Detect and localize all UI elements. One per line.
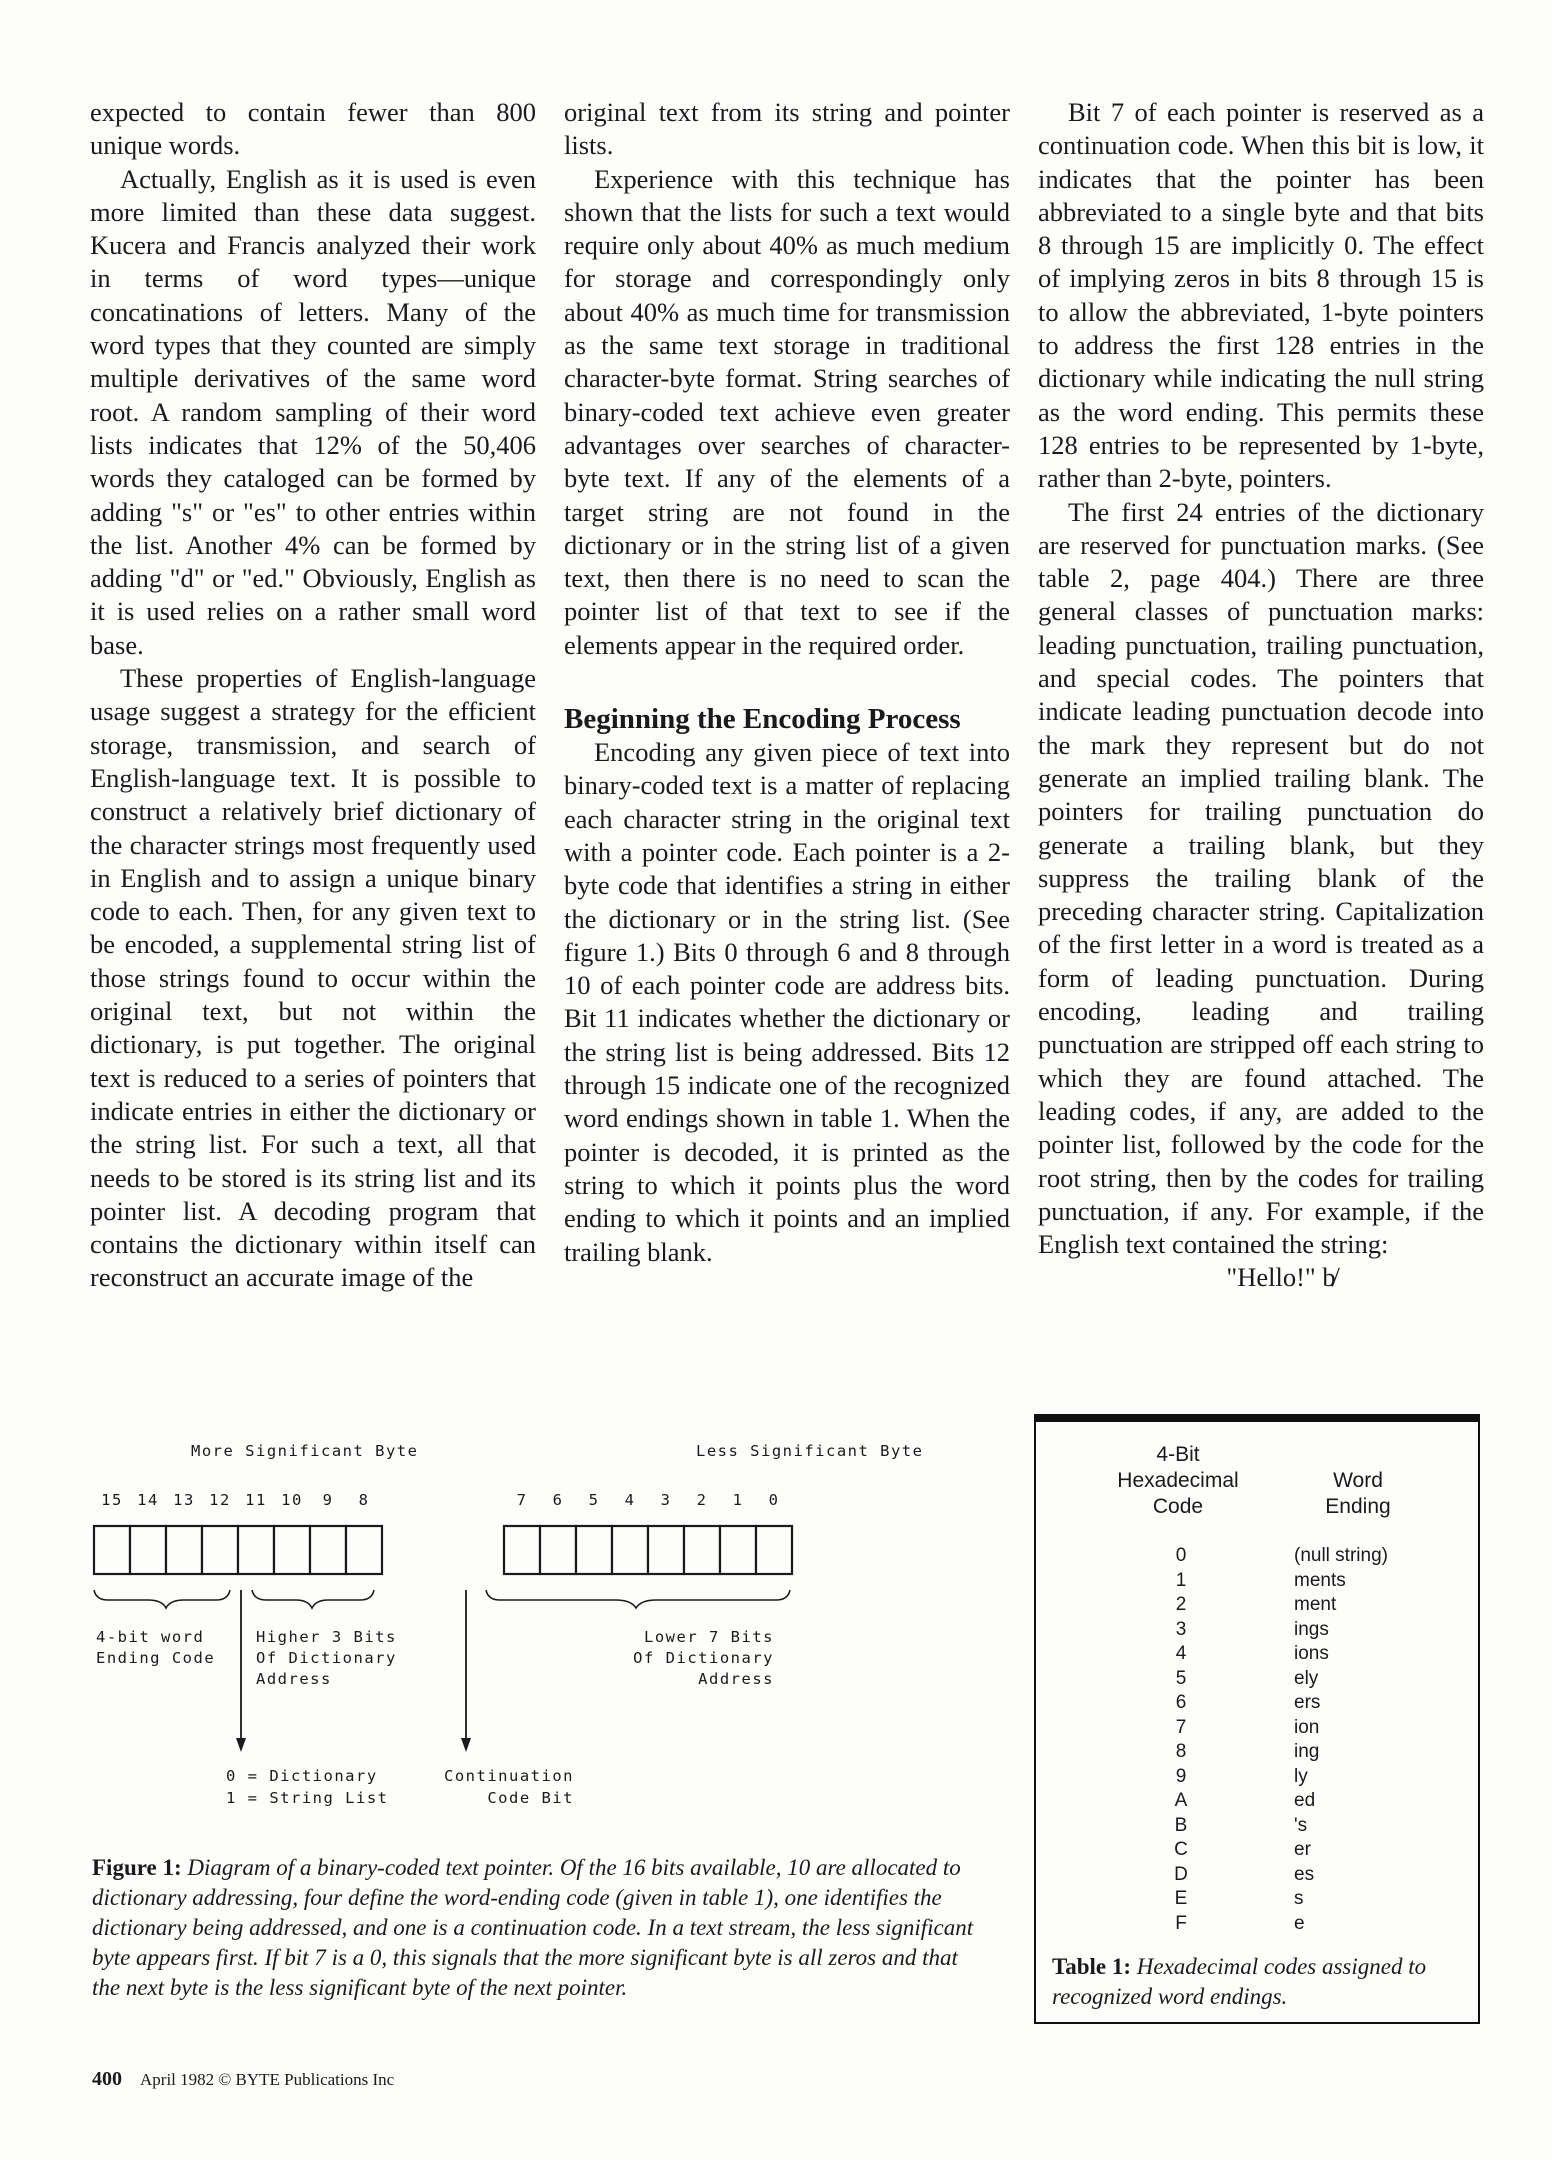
ending-brace: [94, 1590, 230, 1608]
column-2: [564, 96, 1010, 1269]
word-ending: s: [1294, 1888, 1304, 1909]
msb-bit-number: 8: [358, 1491, 370, 1509]
section-heading: Beginning the Encoding Process: [564, 703, 961, 736]
hex-code: C: [1174, 1839, 1188, 1860]
higher-label-1: Higher 3 Bits: [256, 1628, 397, 1646]
lsb-bit-number: 7: [516, 1491, 528, 1509]
paragraph: Bit 7 of each pointer is reserved as a continuation code. When this bit is low, it indicates that the pointer has been abbreviated to a single byte and that bits 8 through 15 are implicitly 0. The effect of implying zeros in bits 8 through 15 is to allow the abbreviated, 1-byte pointers to address the first 128 entries in the dictionary while indicating the null string as the word ending. This permits these 128 entries to be represented by 1-byte, rather than 2-byte, pointers.: [1038, 97, 1484, 494]
lsb-bit-number: 4: [624, 1491, 636, 1509]
msb-bit-number: 10: [281, 1491, 303, 1509]
lsb-bit-cell: [612, 1526, 648, 1574]
msb-bit-number: 12: [209, 1491, 231, 1509]
ending-label-1: 4-bit word: [96, 1628, 205, 1646]
ending-label-2: Ending Code: [96, 1649, 216, 1667]
lower-label-3: Address: [698, 1670, 774, 1688]
msb-bit-cell: [130, 1526, 166, 1574]
lsb-bit-number: 3: [660, 1491, 672, 1509]
table-caption-title: Table 1:: [1052, 1954, 1132, 1979]
msb-bit-cell: [202, 1526, 238, 1574]
header-line: Ending: [1325, 1495, 1391, 1518]
word-ending: er: [1294, 1839, 1311, 1860]
word-ending: ion: [1294, 1716, 1320, 1738]
word-ending: e: [1294, 1912, 1305, 1934]
lsb-label: Less Significant Byte: [696, 1442, 924, 1460]
lsb-bit-cell: [684, 1526, 720, 1574]
word-ending: es: [1294, 1863, 1315, 1885]
column-1: [90, 96, 536, 1295]
figure-caption: [92, 1853, 976, 2003]
hex-code: 6: [1175, 1692, 1187, 1713]
figure-caption-title: Figure 1:: [92, 1855, 182, 1880]
lsb-bit-cell: [540, 1526, 576, 1574]
arrow-head-icon: [461, 1738, 471, 1752]
page-footer: [92, 2068, 394, 2091]
msb-bit-cell: [94, 1526, 130, 1574]
lsb-bit-cell: [720, 1526, 756, 1574]
word-ending: ly: [1294, 1765, 1308, 1787]
hex-code: 7: [1175, 1716, 1187, 1738]
word-ending: ers: [1294, 1692, 1321, 1713]
lsb-bit-numbers: [517, 1491, 780, 1509]
paragraph: The first 24 entries of the dictionary are reserved for punctuation marks. (See table 2, page 404.) There are three general classes of punctuation marks: leading punctuation, trailing punctuation, and special codes. The pointers that indicate leading punctuation decode into the mark they represent but do not generate an implied trailing blank. The pointers for trailing punctuation do generate a trailing blank, but they suppress the trailing blank of the preceding character string. Capitalization of the first letter in a word is treated as a form of leading punctuation. During encoding, leading and trailing punctuation are stripped off each string to which they are found attached. The leading codes, if any, are added to the pointer list, followed by the code for the root string, then by the codes for trailing punctuation, if any. For example, if the English text contained the string:: [1038, 496, 1484, 1260]
word-ending: ings: [1294, 1618, 1329, 1640]
lsb-bit-number: 2: [696, 1491, 708, 1509]
msb-byte-cells: [94, 1526, 382, 1574]
ending-column: [1294, 1544, 1464, 1936]
lsb-bit-cell: [648, 1526, 684, 1574]
paragraph: Encoding any given piece of text into binary-coded text is a matter of replacing each character string in the original text with a pointer code. Each pointer is a 2-byte code that identifies a string in either the dictionary or in the string list. (See figure 1.) Bits 0 through 6 and 8 through 10 of each pointer code are address bits. Bit 11 indicates whether the dictionary or the string list is being addressed. Bits 12 through 15 indicate one of the recognized word endings shown in table 1. When the pointer is decoded, it is printed as the string to which it points plus the word ending to which it points and an implied trailing blank.: [564, 737, 1010, 1267]
lsb-bit-cell: [504, 1526, 540, 1574]
paragraph: expected to contain fewer than 800 unique words.: [90, 97, 536, 161]
column-3: [1038, 96, 1484, 1295]
hex-code: D: [1174, 1863, 1188, 1885]
hex-code: 9: [1175, 1765, 1187, 1787]
table-header-word-ending: [1288, 1468, 1428, 1520]
higher-label-3: Address: [256, 1670, 332, 1688]
cont-label-2: Code Bit: [487, 1789, 574, 1807]
word-ending: ely: [1294, 1667, 1319, 1689]
footer-credit: April 1982 © BYTE Publications Inc: [140, 2070, 395, 2089]
hex-code: 0: [1175, 1545, 1187, 1566]
header-line: Hexadecimal: [1117, 1469, 1239, 1492]
word-ending: ments: [1294, 1569, 1346, 1591]
figure-caption-text: Diagram of a binary-coded text pointer. Of the 16 bits available, 10 are allocated to dictionary addressing, four define the word-ending code (given in table 1), one identifies the dictionary being addressed, and one is a continuation code. In a text stream, the less significant byte appears first. If bit 7 is a 0, this signals that the more significant byte is all zeros and that the next byte is the less significant byte of the next pointer.: [92, 1855, 974, 2000]
lsb-bit-cell: [756, 1526, 792, 1574]
word-ending: (null string): [1294, 1545, 1388, 1566]
hex-code: E: [1174, 1888, 1188, 1909]
paragraph: These properties of English-language usage suggest a strategy for the efficient storage, transmission, and search of English-language text. It is possible to construct a relatively brief dictionary of the character strings most frequently used in English and to assign a unique binary code to each. Then, for any given text to be encoded, a supplemental string list of those strings found to occur within the original text, but not within the dictionary, is put together. The original text is reduced to a series of pointers that indicate entries in either the dictionary or the string list. For such a text, all that needs to be stored is its string list and its pointer list. A decoding program that contains the dictionary within itself can reconstruct an accurate image of the: [90, 663, 536, 1293]
msb-bit-number: 9: [322, 1491, 334, 1509]
msb-bit-cell: [274, 1526, 310, 1574]
lsb-byte-cells: [504, 1526, 792, 1574]
header-line: Word: [1333, 1469, 1383, 1492]
msb-bit-cell: [310, 1526, 346, 1574]
cont-label-1: Continuation: [444, 1767, 574, 1785]
hex-code: 4: [1175, 1643, 1187, 1664]
lsb-bit-number: 5: [588, 1491, 600, 1509]
msb-label: More Significant Byte: [191, 1442, 419, 1460]
higher-bits-brace: [252, 1590, 374, 1608]
lower-label-1: Lower 7 Bits: [644, 1628, 774, 1646]
table-caption-text: Hexadecimal codes assigned to recognized word endings.: [1052, 1954, 1427, 2009]
header-line: 4-Bit: [1156, 1443, 1200, 1466]
page-number: 400: [92, 2068, 122, 2090]
dict-label-1: 0 = Dictionary: [226, 1767, 378, 1785]
word-ending: ing: [1294, 1741, 1320, 1762]
msb-bit-cell: [238, 1526, 274, 1574]
hex-code: 1: [1175, 1569, 1187, 1591]
table-caption: [1052, 1952, 1472, 2012]
higher-label-2: Of Dictionary: [256, 1649, 397, 1667]
header-line: Code: [1152, 1495, 1204, 1518]
hex-code: 8: [1175, 1741, 1187, 1762]
example-string: "Hello!" b̸: [1226, 1262, 1336, 1293]
word-ending: ment: [1294, 1594, 1337, 1615]
paragraph: original text from its string and pointer lists.: [564, 97, 1010, 161]
lsb-bit-cell: [576, 1526, 612, 1574]
pointer-diagram: [86, 1420, 1016, 1820]
msb-bit-cell: [346, 1526, 382, 1574]
paragraph: Actually, English as it is used is even more limited than these data suggest. Kucera and Francis analyzed their work in terms of word types—unique concatinations of letters. Many of the word types that they counted are simply multiple derivatives of the same word root. A random sampling of their word lists indicates that 12% of the 50,406 words they cataloged can be formed by adding "s" or "es" to other entries within the list. Another 4% can be formed by adding "d" or "ed." Obviously, English as it is used relies on a rather small word base.: [90, 163, 536, 660]
msb-bit-number: 11: [245, 1491, 267, 1509]
lsb-bit-number: 0: [768, 1491, 780, 1509]
msb-bit-number: 14: [137, 1491, 159, 1509]
table-header-code: [1078, 1442, 1278, 1520]
msb-bit-numbers: [101, 1491, 369, 1509]
msb-bit-number: 15: [101, 1491, 123, 1509]
word-ending: 's: [1294, 1814, 1308, 1836]
code-column: [1166, 1544, 1196, 1936]
msb-bit-cell: [166, 1526, 202, 1574]
paragraph: Experience with this technique has shown that the lists for such a text would require only about 40% as much medium for storage and correspondingly only about 40% as much time for transmission as the same text storage in traditional character-byte format. String searches of binary-coded text achieve even greater advantages over searches of character-byte text. If any of the elements of a target string are not found in the dictionary or in the string list of a given text, then there is no need to scan the pointer list of that text to see if the elements appear in the required order.: [564, 163, 1010, 660]
dict-label-2: 1 = String List: [226, 1789, 389, 1807]
msb-bit-number: 13: [173, 1491, 195, 1509]
word-ending: ed: [1294, 1790, 1316, 1811]
arrow-head-icon: [236, 1738, 246, 1752]
hex-code: A: [1174, 1790, 1188, 1811]
lower-label-2: Of Dictionary: [633, 1649, 774, 1667]
hex-code: 3: [1175, 1618, 1187, 1640]
hex-code: 2: [1175, 1594, 1187, 1615]
word-ending: ions: [1294, 1643, 1329, 1664]
table-1: [1034, 1414, 1480, 2024]
lsb-bit-number: 6: [552, 1491, 564, 1509]
lower-bits-brace: [486, 1590, 790, 1608]
hex-code: F: [1175, 1912, 1187, 1934]
hex-code: B: [1174, 1814, 1188, 1836]
hex-code: 5: [1175, 1667, 1187, 1689]
lsb-bit-number: 1: [732, 1491, 744, 1509]
